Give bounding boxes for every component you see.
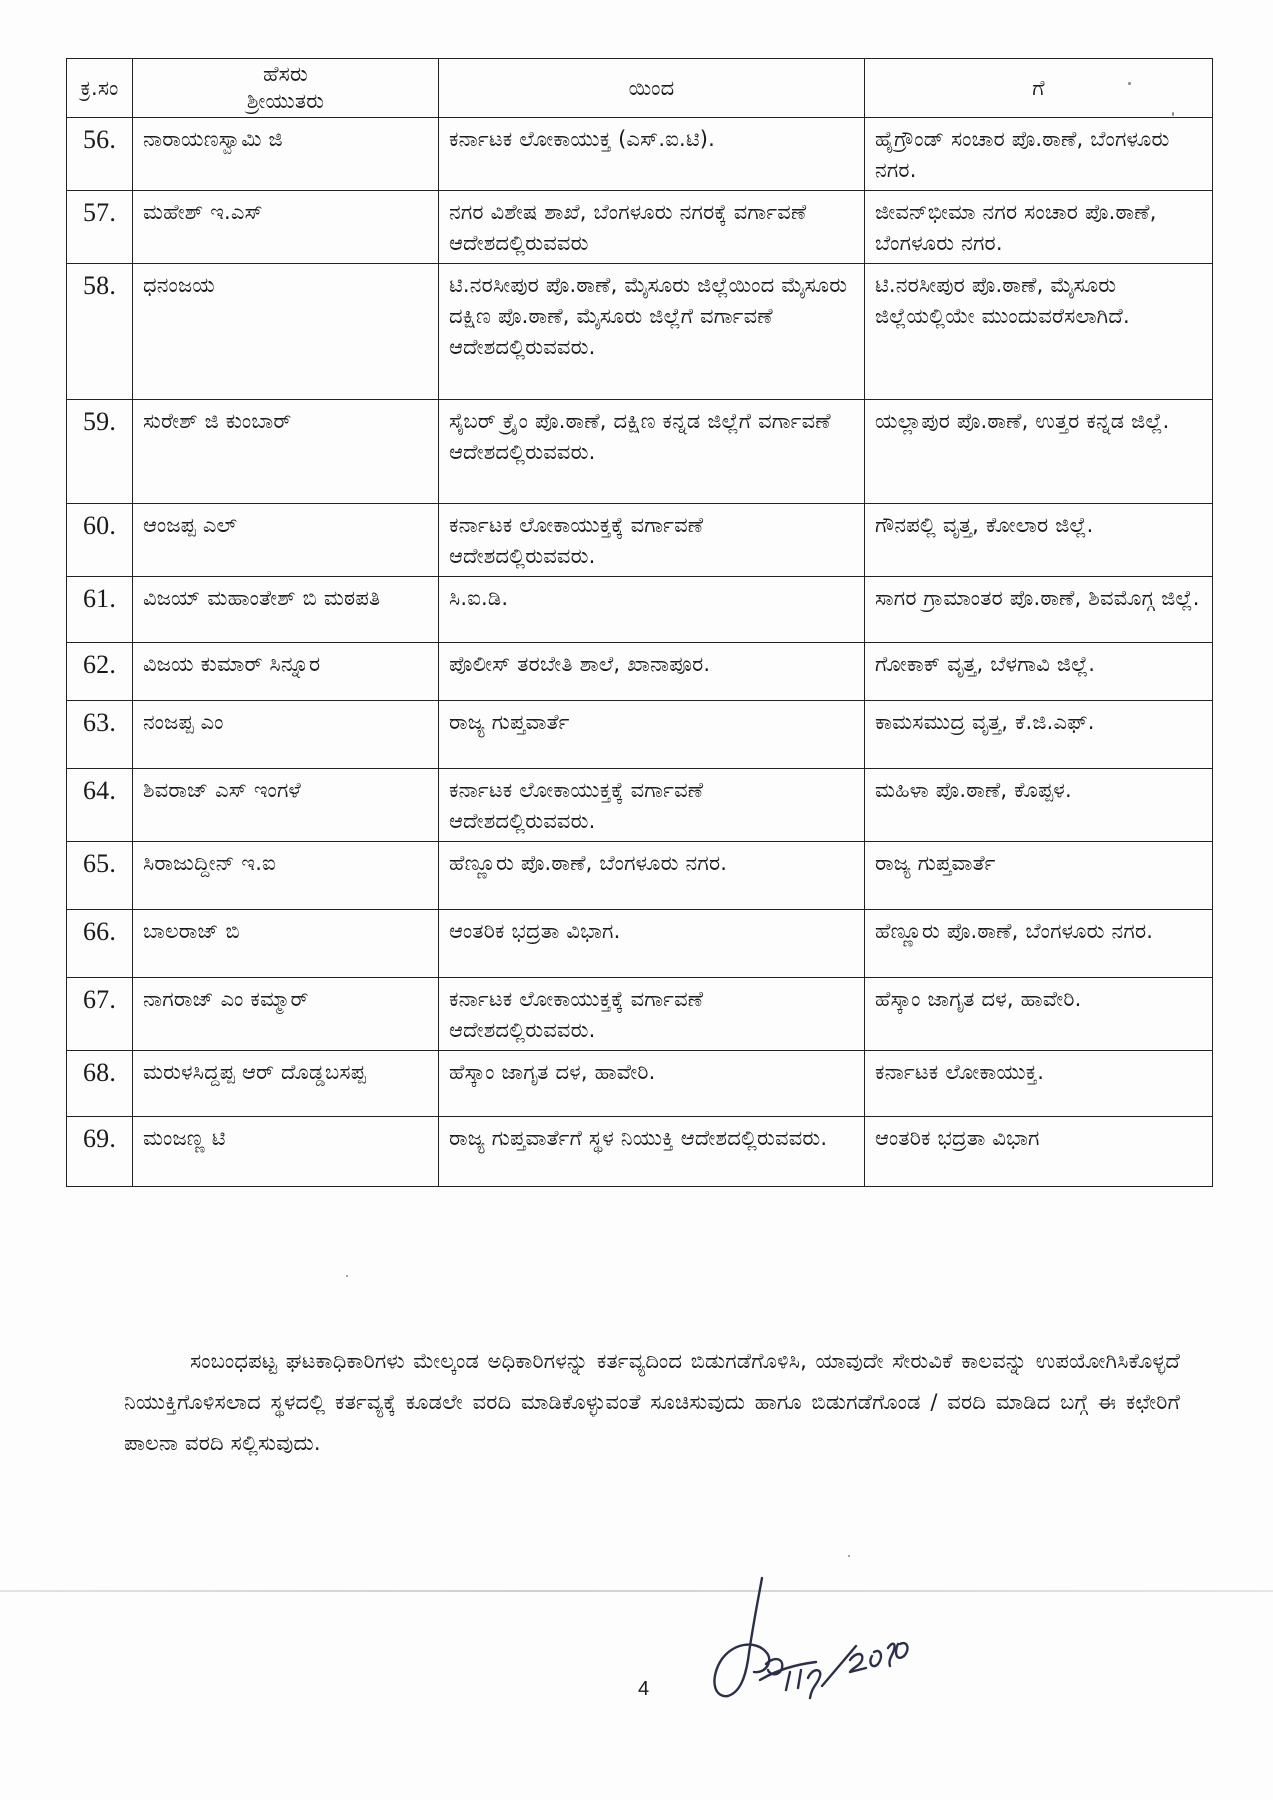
table-row: [67, 191, 1213, 264]
row-serial: 59.: [67, 400, 133, 504]
row-name: ನಂಜಪ್ಪ ಎಂ: [133, 701, 439, 769]
table-row: [67, 1051, 1213, 1117]
header-name: [133, 59, 439, 118]
row-to: ಸಾಗರ ಗ್ರಾಮಾಂತರ ಪೊ.ಠಾಣೆ, ಶಿವಮೊಗ್ಗ ಜಿಲ್ಲೆ.: [865, 577, 1213, 643]
row-serial: 56.: [67, 118, 133, 191]
row-serial: 60.: [67, 504, 133, 577]
table-row: [67, 701, 1213, 769]
row-name: ನಾರಾಯಣಸ್ವಾಮಿ ಜಿ: [133, 118, 439, 191]
row-from: ಟಿ.ನರಸೀಪುರ ಪೊ.ಠಾಣೆ, ಮೈಸೂರು ಜಿಲ್ಲೆಯಿಂದ ಮೈಸೂರು ದಕ್ಷಿಣ ಪೊ.ಠಾಣೆ, ಮೈಸೂರು ಜಿಲ್ಲೆಗೆ ವರ್ಗಾವಣೆ ಆದೇಶದಲ್ಲಿರುವವರು.: [439, 264, 865, 400]
row-to: ಹೆಣ್ಣೂರು ಪೊ.ಠಾಣೆ, ಬೆಂಗಳೂರು ನಗರ.: [865, 910, 1213, 978]
row-serial: 62.: [67, 643, 133, 701]
row-name: ಶಿವರಾಜ್ ಎಸ್ ಇಂಗಳೆ: [133, 769, 439, 842]
row-to: ಕರ್ನಾಟಕ ಲೋಕಾಯುಕ್ತ.: [865, 1051, 1213, 1117]
row-to: ಆಂತರಿಕ ಭದ್ರತಾ ವಿಭಾಗ: [865, 1117, 1213, 1187]
scan-speck: [1128, 82, 1131, 85]
header-name-line1: ಹೆಸರು: [263, 62, 308, 86]
row-serial: 58.: [67, 264, 133, 400]
row-serial: 67.: [67, 978, 133, 1051]
row-to: ಟಿ.ನರಸೀಪುರ ಪೊ.ಠಾಣೆ, ಮೈಸೂರು ಜಿಲ್ಲೆಯಲ್ಲಿಯೇ ಮುಂದುವರೆಸಲಾಗಿದೆ.: [865, 264, 1213, 400]
row-name: ನಾಗರಾಜ್ ಎಂ ಕಮ್ಮಾರ್: [133, 978, 439, 1051]
row-from: ನಗರ ವಿಶೇಷ ಶಾಖೆ, ಬೆಂಗಳೂರು ನಗರಕ್ಕೆ ವರ್ಗಾವಣೆ ಆದೇಶದಲ್ಲಿರುವವರು: [439, 191, 865, 264]
row-serial: 64.: [67, 769, 133, 842]
row-from: ರಾಜ್ಯ ಗುಪ್ತವಾರ್ತೆಗೆ ಸ್ಥಳ ನಿಯುಕ್ತಿ ಆದೇಶದಲ್ಲಿರುವವರು.: [439, 1117, 865, 1187]
row-serial: 68.: [67, 1051, 133, 1117]
row-from: ಕರ್ನಾಟಕ ಲೋಕಾಯುಕ್ತಕ್ಕೆ ವರ್ಗಾವಣೆ ಆದೇಶದಲ್ಲಿರುವವರು.: [439, 769, 865, 842]
table-row: [67, 400, 1213, 504]
row-name: ಮರುಳಸಿದ್ದಪ್ಪ ಆರ್ ದೊಡ್ಡಬಸಪ್ಪ: [133, 1051, 439, 1117]
row-from: ಕರ್ನಾಟಕ ಲೋಕಾಯುಕ್ತಕ್ಕೆ ವರ್ಗಾವಣೆ ಆದೇಶದಲ್ಲಿರುವವರು.: [439, 504, 865, 577]
row-to: ಯಲ್ಲಾಪುರ ಪೊ.ಠಾಣೆ, ಉತ್ತರ ಕನ್ನಡ ಜಿಲ್ಲೆ.: [865, 400, 1213, 504]
row-to: ಕಾಮಸಮುದ್ರ ವೃತ್ತ, ಕೆ.ಜಿ.ಎಫ್.: [865, 701, 1213, 769]
header-from: ಯಿಂದ: [439, 59, 865, 118]
footer-divider: [0, 1590, 1273, 1592]
transfer-table: [66, 58, 1213, 1187]
row-to: ಗೋಕಾಕ್ ವೃತ್ತ, ಬೆಳಗಾವಿ ಜಿಲ್ಲೆ.: [865, 643, 1213, 701]
header-name-line2: ಶ್ರೀಯುತರು: [246, 89, 325, 113]
row-to: ಗೌನಪಲ್ಲಿ ವೃತ್ತ, ಕೋಲಾರ ಜಿಲ್ಲೆ.: [865, 504, 1213, 577]
row-serial: 61.: [67, 577, 133, 643]
header-to: ಗೆ: [865, 59, 1213, 118]
row-serial: 63.: [67, 701, 133, 769]
table-row: [67, 118, 1213, 191]
row-name: ಆಂಜಪ್ಪ ಎಲ್: [133, 504, 439, 577]
row-to: ಜೀವನ್‌ಭೀಮಾ ನಗರ ಸಂಚಾರ ಪೊ.ಠಾಣೆ, ಬೆಂಗಳೂರು ನಗರ.: [865, 191, 1213, 264]
table-row: [67, 978, 1213, 1051]
row-name: ಧನಂಜಯ: [133, 264, 439, 400]
row-from: ಆಂತರಿಕ ಭದ್ರತಾ ವಿಭಾಗ.: [439, 910, 865, 978]
row-from: ಪೊಲೀಸ್ ತರಬೇತಿ ಶಾಲೆ, ಖಾನಾಪೂರ.: [439, 643, 865, 701]
row-to: ಹೆಸ್ಕಾಂ ಜಾಗೃತ ದಳ, ಹಾವೇರಿ.: [865, 978, 1213, 1051]
instruction-paragraph: ಸಂಬಂಧಪಟ್ಟ ಘಟಕಾಧಿಕಾರಿಗಳು ಮೇಲ್ಕಂಡ ಅಧಿಕಾರಿಗಳನ್ನು ಕರ್ತವ್ಯದಿಂದ ಬಿಡುಗಡೆಗೊಳಿಸಿ, ಯಾವುದೇ ಸೇರುವಿಕೆ ಕಾಲವನ್ನು ಉಪಯೋಗಿಸಿಕೊಳ್ಳದೆ ನಿಯುಕ್ತಿಗೊಳಿಸಲಾದ ಸ್ಥಳದಲ್ಲಿ ಕರ್ತವ್ಯಕ್ಕೆ ಕೂಡಲೇ ವರದಿ ಮಾಡಿಕೊಳ್ಳುವಂತೆ ಸೂಚಿಸುವುದು ಹಾಗೂ ಬಿಡುಗಡೆಗೊಂಡ / ವರದಿ ಮಾಡಿದ ಬಗ್ಗೆ ಈ ಕಛೇರಿಗೆ ಪಾಲನಾ ವರದಿ ಸಲ್ಲಿಸುವುದು.: [124, 1349, 1180, 1455]
row-serial: 65.: [67, 842, 133, 910]
header-serial: ಕ್ರ.ಸಂ: [67, 59, 133, 118]
table-row: [67, 842, 1213, 910]
row-name: ಮಹೇಶ್ ಇ.ಎಸ್: [133, 191, 439, 264]
row-name: ಸಿರಾಜುದ್ದೀನ್ ಇ.ಐ: [133, 842, 439, 910]
row-from: ಸಿ.ಐ.ಡಿ.: [439, 577, 865, 643]
table-row: [67, 1117, 1213, 1187]
row-name: ವಿಜಯ್ ಮಹಾಂತೇಶ್ ಬಿ ಮಠಪತಿ: [133, 577, 439, 643]
table-row: [67, 910, 1213, 978]
page-number: 4: [638, 1678, 650, 1700]
row-name: ವಿಜಯ ಕುಮಾರ್ ಸಿನ್ನೂರ: [133, 643, 439, 701]
row-serial: 57.: [67, 191, 133, 264]
scan-speck: [346, 1275, 348, 1277]
table-row: [67, 504, 1213, 577]
row-from: ಕರ್ನಾಟಕ ಲೋಕಾಯುಕ್ತ (ಎಸ್.ಐ.ಟಿ).: [439, 118, 865, 191]
row-from: ಹೆಣ್ಣೂರು ಪೊ.ಠಾಣೆ, ಬೆಂಗಳೂರು ನಗರ.: [439, 842, 865, 910]
table-row: [67, 769, 1213, 842]
scan-speck: [848, 1555, 850, 1557]
table-row: [67, 264, 1213, 400]
scan-speck: [1172, 112, 1174, 116]
row-from: ಹೆಸ್ಕಾಂ ಜಾಗೃತ ದಳ, ಹಾವೇರಿ.: [439, 1051, 865, 1117]
row-name: ಸುರೇಶ್ ಜಿ ಕುಂಬಾರ್: [133, 400, 439, 504]
row-to: ಮಹಿಳಾ ಪೊ.ಠಾಣೆ, ಕೊಪ್ಪಳ.: [865, 769, 1213, 842]
row-to: ಹೈಗ್ರೌಂಡ್ ಸಂಚಾರ ಪೊ.ಠಾಣೆ, ಬೆಂಗಳೂರು ನಗರ.: [865, 118, 1213, 191]
row-name: ಬಾಲರಾಜ್ ಬಿ: [133, 910, 439, 978]
table-row: [67, 643, 1213, 701]
row-from: ಸೈಬರ್ ಕ್ರೈಂ ಪೊ.ಠಾಣೆ, ದಕ್ಷಿಣ ಕನ್ನಡ ಜಿಲ್ಲೆಗೆ ವರ್ಗಾವಣೆ ಆದೇಶದಲ್ಲಿರುವವರು.: [439, 400, 865, 504]
handwritten-signature: [700, 1560, 920, 1710]
table-header-row: [67, 59, 1213, 118]
row-name: ಮಂಜಣ್ಣ ಟಿ: [133, 1117, 439, 1187]
row-to: ರಾಜ್ಯ ಗುಪ್ತವಾರ್ತೆ: [865, 842, 1213, 910]
row-from: ಕರ್ನಾಟಕ ಲೋಕಾಯುಕ್ತಕ್ಕೆ ವರ್ಗಾವಣೆ ಆದೇಶದಲ್ಲಿರುವವರು.: [439, 978, 865, 1051]
row-from: ರಾಜ್ಯ ಗುಪ್ತವಾರ್ತೆ: [439, 701, 865, 769]
table-row: [67, 577, 1213, 643]
row-serial: 69.: [67, 1117, 133, 1187]
row-serial: 66.: [67, 910, 133, 978]
